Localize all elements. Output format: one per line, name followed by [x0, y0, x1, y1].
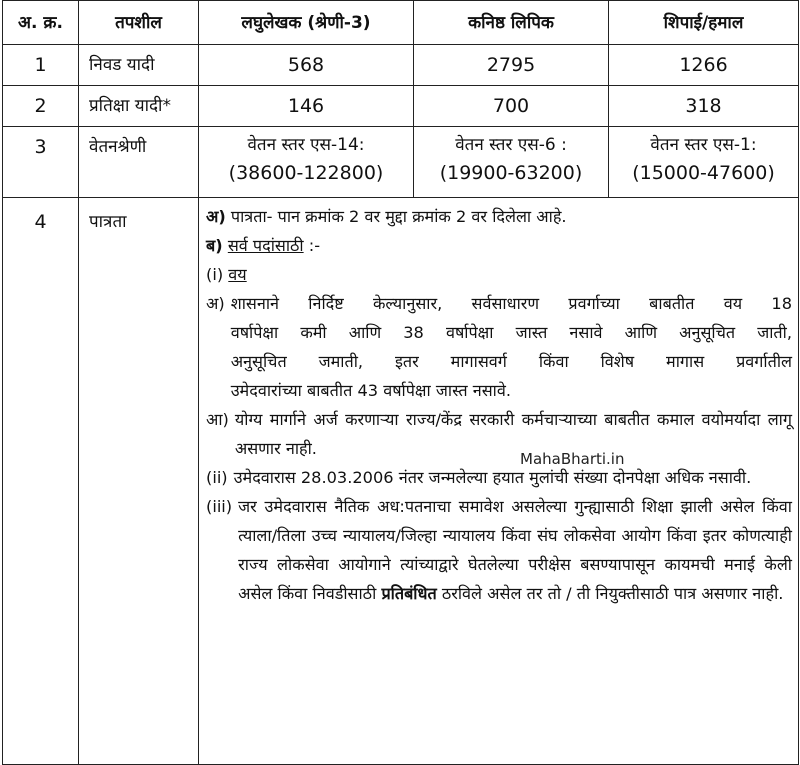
row-number: 4: [3, 198, 79, 765]
table-row: [3, 86, 799, 127]
moral-turpitude-rule: (iii) जर उमेदवारास नैतिक अध:पतनाचा समावेश असलेल्या गुन्ह्यासाठी शिक्षा झाली असेल किंवा त्याला/तिला उच्च न्यायालय/जिल्हा न्यायालय किंवा संघ लोकसेवा आयोग किंवा इतर कोणत्याही राज्य लोकसेवा आयोगाने त्यांच्याद्वारे घेतलेल्या परीक्षेस बसण्यापासून कायमची मनाई केली असेल किंवा निवडीसाठी प्रतिबंधित ठरविले असेल तर तो / ती नियुक्तीसाठी पात्र असणार नाही.: [206, 497, 792, 603]
peon-value: 318: [609, 86, 799, 127]
pay-scale-row: [3, 127, 799, 198]
row-number: 1: [3, 45, 79, 86]
header-row: [3, 1, 799, 45]
eligibility-row: [3, 198, 799, 765]
row-label: पात्रता: [79, 198, 199, 765]
pay-range: (19900-63200): [439, 162, 583, 184]
eligibility-details: [199, 198, 799, 765]
age-heading: (i) वय: [206, 265, 247, 284]
row-number: 2: [3, 86, 79, 127]
row-label: निवड यादी: [79, 45, 199, 86]
pay-level: वेतन स्तर एस-1:: [650, 135, 757, 155]
all-posts-heading: ब) सर्व पदांसाठी :-: [206, 236, 321, 255]
stenographer-pay: [199, 127, 414, 198]
pay-range: (38600-122800): [228, 162, 384, 184]
pay-range: (15000-47600): [632, 162, 775, 184]
clerk-value: 700: [414, 86, 609, 127]
pay-level: वेतन स्तर एस-6 :: [455, 135, 567, 155]
header-clerk: कनिष्ठ लिपिक: [414, 1, 609, 45]
pay-level: वेतन स्तर एस-14:: [247, 135, 365, 155]
age-rule-aa: आ) योग्य मार्गाने अर्ज करणाऱ्या राज्य/केंद्र सरकारी कर्मचाऱ्याच्या बाबतीत कमाल वयोमर्यादा लागू असणार नाही.: [206, 410, 792, 458]
header-peon: शिपाई/हमाल: [609, 1, 799, 45]
watermark: MahaBharti.in: [520, 450, 625, 468]
peon-value: 1266: [609, 45, 799, 86]
row-number: 3: [3, 127, 79, 198]
peon-pay: [609, 127, 799, 198]
eligibility-reference: अ) पात्रता- पान क्रमांक 2 वर मुद्दा क्रमांक 2 वर दिलेला आहे.: [206, 207, 567, 226]
header-details: तपशील: [79, 1, 199, 45]
age-rule-a: अ) शासनाने निर्दिष्ट केल्यानुसार, सर्वसाधारण प्रवर्गाच्या बाबतीत वय 18 वर्षापेक्षा कमी आणि 38 वर्षापेक्षा जास्त नसावे आणि अनुसूचित जाती, अनुसूचित जमाती, इतर मागासवर्ग किंवा विशेष मागास प्रवर्गातील उमेदवारांच्या बाबतीत 43 वर्षापेक्षा जास्त नसावे.: [206, 294, 792, 400]
recruitment-table: [2, 0, 799, 765]
clerk-pay: [414, 127, 609, 198]
clerk-value: 2795: [414, 45, 609, 86]
stenographer-value: 146: [199, 86, 414, 127]
stenographer-value: 568: [199, 45, 414, 86]
table-row: [3, 45, 799, 86]
row-label: प्रतिक्षा यादी*: [79, 86, 199, 127]
header-serial: अ. क्र.: [3, 1, 79, 45]
row-label: वेतनश्रेणी: [79, 127, 199, 198]
header-stenographer: लघुलेखक (श्रेणी-3): [199, 1, 414, 45]
children-rule: (ii) उमेदवारास 28.03.2006 नंतर जन्मलेल्या हयात मुलांची संख्या दोनपेक्षा अधिक नसावी.: [206, 468, 752, 487]
